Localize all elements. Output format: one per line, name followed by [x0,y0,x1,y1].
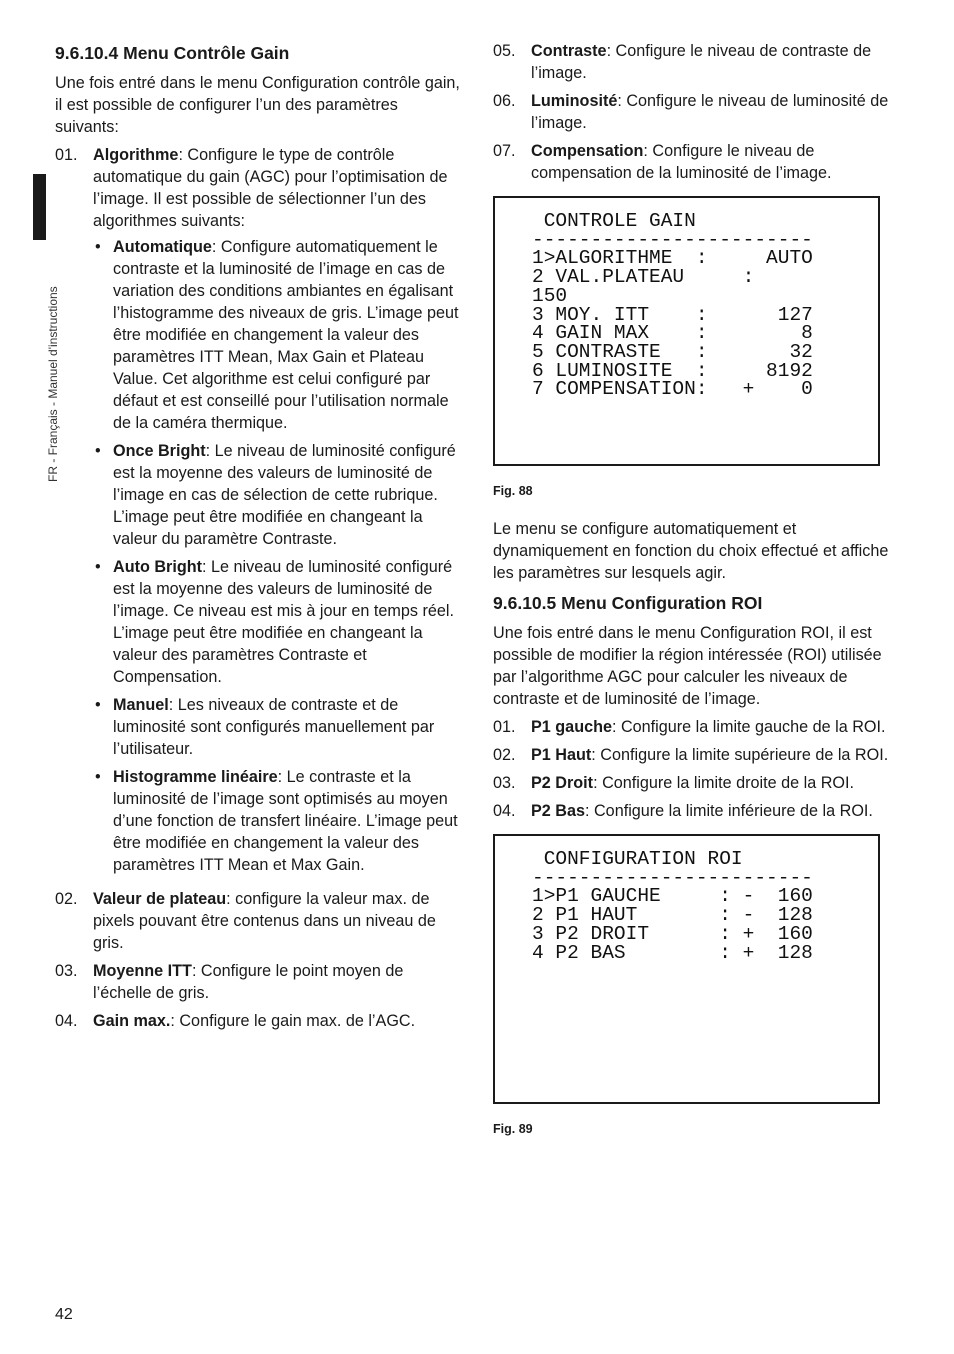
item-text: : configure la valeur max. de pixels pouvant être contenus dans un niveau de gris. [93,890,436,952]
osd-line: 1>P1 GAUCHE : - 160 [532,885,813,908]
list-item [493,40,901,84]
bullet-term: Manuel [113,696,169,714]
osd-rule: ------------------------ [532,866,813,889]
paragraph: Le menu se configure automatiquement et dynamiquement en fonction du choix effectué et affiche les paramètres sur lesquels agir. [493,520,889,582]
item-term: Algorithme [93,146,179,164]
osd-line: 150 [532,284,568,307]
osd-line: 4 P2 BAS : + 128 [532,941,813,964]
bullet-term: Once Bright [113,442,206,460]
bullet-item [93,556,463,688]
item-term: P2 Droit [531,774,594,792]
osd-line: 2 VAL.PLATEAU : [532,266,755,289]
item-text: : Configure la limite droite de la ROI. [593,774,854,792]
osd-line: 2 P1 HAUT : - 128 [532,904,813,927]
item-number: 01. [55,146,78,164]
osd-line: 7 COMPENSATION: + 0 [532,378,813,401]
bullet-text: : Le niveau de luminosité configuré est la moyenne des valeurs de luminosité de l’image en cas de sélection de cette rubrique. L’image peut être modifiée en changeant la valeur du paramètre Contraste. [113,442,456,548]
bullet-item [93,766,463,876]
item-text: : Configure le point moyen de l’échelle de gris. [93,962,404,1002]
right-column [493,40,901,1156]
page-number: 42 [55,1306,73,1323]
list-item [55,960,463,1004]
osd-title: CONTROLE GAIN [532,210,696,232]
item-number: 01. [493,718,516,736]
item-text: : Configure la limite inférieure de la ROI. [585,802,873,820]
section-heading-configuration-roi: 9.6.10.5 Menu Configuration ROI [493,593,763,613]
item-number: 07. [493,142,516,160]
bullet-text: : Le niveau de luminosité configuré est la moyenne des valeurs de luminosité de l’image. Ce niveau est mis à jour en temps réel. L’image peut être modifiée en changeant la valeur des paramètres Contraste et Compensation. [113,558,454,686]
side-language-label: FR - Français - Manuel d'instructions [46,286,60,482]
osd-rule: ------------------------ [532,228,813,251]
item-number: 03. [493,774,516,792]
item-term: Gain max. [93,1012,171,1030]
figure-caption: Fig. 88 [493,484,533,498]
bullet-item [93,440,463,550]
list-item [55,888,463,954]
item-number: 03. [55,962,78,980]
side-tab-marker [33,174,46,240]
list-item [493,772,901,794]
item-text: : Configure le niveau de luminosité de l’image. [531,92,889,132]
item-number: 02. [493,746,516,764]
osd-line: 3 P2 DROIT : + 160 [532,922,813,945]
algorithm-bullet-list [93,236,463,876]
item-term: P1 gauche [531,718,612,736]
osd-screen-controle-gain [493,196,880,466]
item-number: 04. [55,1012,78,1030]
list-item [493,800,901,822]
list-item [493,90,901,134]
left-column [55,40,463,1038]
bullet-text: : Le contraste et la luminosité de l’image sont optimisés au moyen d’une fonction de transfert linéaire. L’image peut être modifiée en changement la valeur des paramètres ITT Mean et Max Gain. [113,768,458,874]
list-item [55,144,463,882]
item-term: Moyenne ITT [93,962,192,980]
osd-line: 3 MOY. ITT : 127 [532,303,813,326]
item-number: 04. [493,802,516,820]
item-text: : Configure le type de contrôle automatique du gain (AGC) pour l’optimisation de l’image. Il est possible de sélectionner l’un des algorithmes suivants: [93,146,448,230]
item-term: P1 Haut [531,746,592,764]
osd-screen-configuration-roi [493,834,880,1104]
item-term: Compensation [531,142,644,160]
list-item [493,744,901,766]
osd-line: 5 CONTRASTE : 32 [532,340,813,363]
intro-paragraph: Une fois entré dans le menu Configuration contrôle gain, il est possible de configurer l’un des paramètres suivants: [55,74,460,136]
osd-line: 6 LUMINOSITE : 8192 [532,359,813,382]
item-term: Luminosité [531,92,618,110]
item-text: : Configure la limite gauche de la ROI. [611,718,886,736]
list-item [493,716,901,738]
section-heading-contrôle-gain: 9.6.10.4 Menu Contrôle Gain [55,43,290,63]
item-text: : Configure le gain max. de l’AGC. [170,1012,416,1030]
item-term: Valeur de plateau [93,890,227,908]
osd-line: 4 GAIN MAX : 8 [532,322,813,345]
bullet-term: Histogramme linéaire [113,768,278,786]
bullet-term: Auto Bright [113,558,203,576]
bullet-item [93,694,463,760]
item-term: P2 Bas [531,802,585,820]
list-item [55,1010,463,1032]
item-text: : Configure le niveau de contraste de l’image. [531,42,872,82]
item-number: 05. [493,42,516,60]
osd-title: CONFIGURATION ROI [532,848,743,870]
bullet-text: : Les niveaux de contraste et de luminosité sont configurés manuellement par l’utilisateur. [113,696,435,758]
item-text: : Configure la limite supérieure de la ROI. [591,746,889,764]
bullet-text: : Configure automatiquement le contraste et la luminosité de l’image en cas de variation des conditions ambiantes en égalisant l’histogramme des niveaux de gris. L’image peut être modifiée en changement la valeur des paramètres ITT Mean, Max Gain et Plateau Value. Cet algorithme est celui configuré par défaut et est conseillé pour l’utilisation normale de la caméra thermique. [113,238,459,432]
item-number: 02. [55,890,78,908]
figure-caption: Fig. 89 [493,1122,533,1136]
item-term: Contraste [531,42,607,60]
bullet-term: Automatique [113,238,212,256]
item-number: 06. [493,92,516,110]
item-text: : Configure le niveau de compensation de la luminosité de l’image. [531,142,832,182]
list-item [493,140,901,184]
bullet-item [93,236,463,434]
intro-paragraph: Une fois entré dans le menu Configuration ROI, il est possible de modifier la région intéressée (ROI) utilisée par l’algorithme AGC pour calculer les niveaux de contraste et de luminosité de l’image. [493,624,882,708]
osd-line: 1>ALGORITHME : AUTO [532,247,813,270]
